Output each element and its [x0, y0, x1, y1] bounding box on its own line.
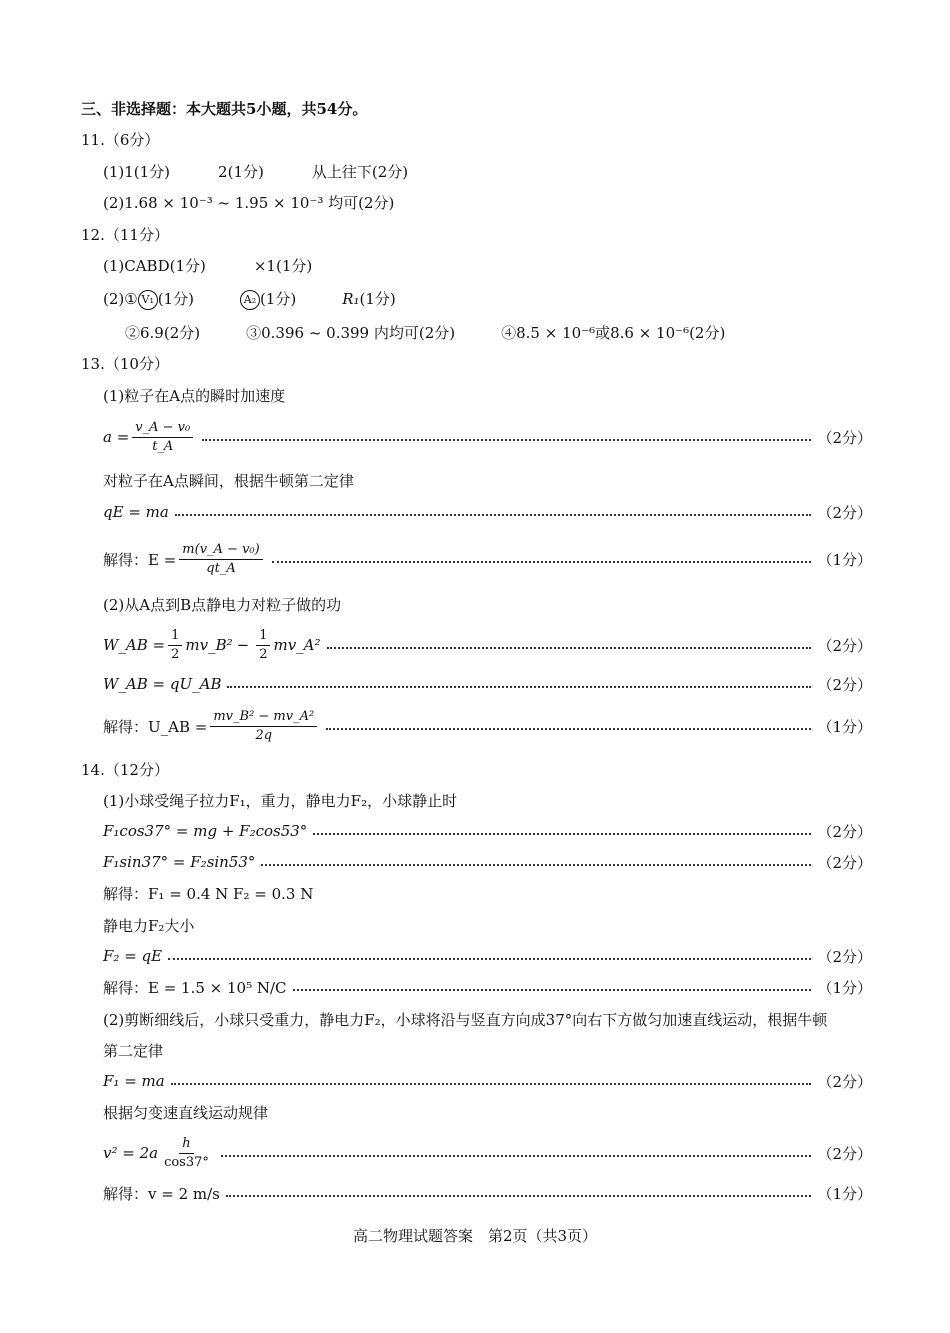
- q13-eq1: [103, 419, 872, 455]
- q13-eq3-score: （1分）: [817, 550, 872, 569]
- q11-part1-c: 从上往下(2分): [311, 163, 409, 181]
- q13-eq5-formula: W_AB = qU_AB: [103, 675, 222, 693]
- q14-eq6-formula: [103, 1136, 215, 1171]
- q13-eq4-score: （2分）: [817, 636, 872, 655]
- q13-eq6-formula: [103, 709, 320, 744]
- dot-leader: [175, 514, 812, 516]
- q13-eq3-den: qt_A: [206, 560, 236, 576]
- q13-heading: 13.（10分）: [81, 355, 169, 373]
- q14-eq4: [103, 969, 872, 1005]
- q13-eq4-lhs: W_AB =: [103, 636, 166, 654]
- q13-eq3-num: m(v_A − v₀): [179, 542, 262, 560]
- q14-eq2-score: （2分）: [817, 853, 872, 872]
- q11-line2: (2)1.68 × 10⁻³ ~ 1.95 × 10⁻³ 均可(2分): [103, 194, 395, 212]
- q11-line1: [103, 162, 408, 182]
- q12-part2-prefix: (2)①: [103, 290, 138, 308]
- q14-eq6-score: （2分）: [817, 1144, 872, 1163]
- q12-line1: [103, 256, 312, 276]
- q12-r1-score: (1分): [359, 290, 396, 308]
- q13-eq2: [103, 494, 872, 530]
- q14-eq4-score: （1分）: [817, 978, 872, 997]
- q14-text2: 解得：F₁ = 0.4 N F₂ = 0.3 N: [103, 885, 314, 903]
- q14-eq7-formula: 解得：v = 2 m/s: [103, 1184, 220, 1203]
- q14-eq5-score: （2分）: [817, 1072, 872, 1091]
- dot-leader: [221, 1155, 812, 1157]
- q14-eq5: [103, 1063, 872, 1099]
- fraction: [210, 709, 317, 744]
- q14-eq2: [103, 844, 872, 880]
- q14-eq1-formula: F₁cos37° = mg + F₂cos53°: [103, 822, 308, 840]
- dot-leader: [202, 439, 811, 441]
- q14-eq7: [103, 1175, 872, 1211]
- q14-eq5-formula: F₁ = ma: [103, 1072, 165, 1090]
- q13-eq6-den: 2q: [255, 727, 273, 743]
- q12-heading: 12.（11分）: [81, 226, 169, 244]
- q12-line2: [103, 289, 396, 310]
- q13-eq1-score: （2分）: [817, 428, 872, 447]
- dot-leader: [226, 1195, 812, 1197]
- q11-part1-a: (1)1(1分): [103, 163, 171, 181]
- q13-eq4-half-den: 2: [171, 646, 180, 662]
- q14-eq6-den: cos37°: [164, 1154, 209, 1170]
- q13-eq1-lhs: a =: [103, 428, 130, 446]
- fraction-half-1: [168, 628, 182, 663]
- q13-eq4-half2-den: 2: [259, 646, 268, 662]
- dot-leader: [261, 864, 811, 866]
- q12-part1-b: ×1(1分): [253, 257, 313, 275]
- q13-text2: 对粒子在A点瞬间，根据牛顿第二定律: [103, 472, 354, 490]
- q12-v1-score: (1分): [157, 290, 194, 308]
- q13-eq6-lhs: 解得：U_AB =: [103, 717, 208, 736]
- q13-eq1-formula: [103, 420, 196, 455]
- q13-eq6-num: mv_B² − mv_A²: [210, 709, 317, 727]
- fraction: [132, 420, 193, 455]
- q14-eq3-formula: F₂ = qE: [103, 947, 163, 965]
- q13-eq4-mvb: mv_B²: [185, 636, 233, 654]
- dot-leader: [313, 833, 811, 835]
- dot-leader: [171, 1083, 812, 1085]
- q13-eq4-formula: [103, 628, 321, 663]
- q12-resistor: R₁: [342, 290, 360, 308]
- dot-leader: [293, 989, 812, 991]
- q13-text1: (1)粒子在A点的瞬时加速度: [103, 387, 286, 405]
- voltmeter-symbol: V₁: [138, 290, 158, 310]
- q13-eq3-lhs: 解得：E =: [103, 550, 177, 569]
- q13-eq5: [103, 666, 872, 702]
- q14-eq6-lhs: v² = 2a: [103, 1144, 159, 1162]
- q13-eq1-den: t_A: [152, 438, 174, 454]
- q14-text1: (1)小球受绳子拉力F₁，重力，静电力F₂，小球静止时: [103, 792, 458, 810]
- dot-leader: [326, 728, 811, 730]
- q13-eq4-half2-num: 1: [256, 628, 270, 646]
- q14-text3: 静电力F₂大小: [103, 917, 195, 935]
- fraction-half-2: [256, 628, 270, 663]
- q14-heading: 14.（12分）: [81, 761, 169, 779]
- section-title: 三、非选择题：本大题共5小题，共54分。: [81, 100, 368, 118]
- dot-leader: [327, 647, 812, 649]
- q13-eq5-score: （2分）: [817, 675, 872, 694]
- q14-eq2-formula: F₁sin37° = F₂sin53°: [103, 853, 256, 871]
- dot-leader: [227, 686, 811, 688]
- q11-heading: 11.（6分）: [81, 131, 160, 149]
- dot-leader: [168, 958, 811, 960]
- fraction: [179, 542, 262, 577]
- q13-eq3-formula: [103, 542, 266, 577]
- q12-part3-b: ③0.396 ~ 0.399 内均可(2分): [246, 324, 456, 342]
- q13-eq4-half-num: 1: [168, 628, 182, 646]
- q14-eq6: [103, 1135, 872, 1171]
- q12-a2-score: (1分): [259, 290, 297, 308]
- q14-eq6-num: h: [179, 1136, 193, 1154]
- q11-part1-b: 2(1分): [218, 163, 264, 181]
- q12-part3-c: ④8.5 × 10⁻⁶或8.6 × 10⁻⁶(2分): [501, 324, 726, 342]
- q12-line3: [125, 323, 725, 343]
- q14-text4: (2)剪断细线后，小球只受重力，静电力F₂，小球将沿与竖直方向成37°向右下方做匀加速直线运动，根据牛顿: [103, 1011, 828, 1029]
- q13-eq6: [103, 708, 872, 744]
- q14-eq4-formula: 解得：E = 1.5 × 10⁵ N/C: [103, 978, 287, 997]
- ammeter-symbol: A₂: [240, 290, 260, 310]
- fraction: [161, 1136, 212, 1171]
- q13-eq6-score: （1分）: [817, 717, 872, 736]
- q14-text5: 第二定律: [103, 1042, 164, 1060]
- q13-eq3: [103, 541, 872, 577]
- q13-eq2-score: （2分）: [817, 503, 872, 522]
- q14-text6: 根据匀变速直线运动规律: [103, 1104, 269, 1122]
- q13-eq1-num: v_A − v₀: [132, 420, 193, 438]
- q12-part3-a: ②6.9(2分): [125, 324, 201, 342]
- q14-eq1-score: （2分）: [817, 822, 872, 841]
- q13-text3: (2)从A点到B点静电力对粒子做的功: [103, 596, 342, 614]
- dot-leader: [272, 561, 812, 563]
- q13-eq4-mva: mv_A²: [273, 636, 321, 654]
- q14-eq7-score: （1分）: [817, 1184, 872, 1203]
- q12-part1-a: (1)CABD(1分): [103, 257, 206, 275]
- q13-eq2-formula: qE = ma: [103, 503, 169, 521]
- q14-eq3-score: （2分）: [817, 947, 872, 966]
- q13-eq4-minus: −: [236, 636, 250, 654]
- page-footer: 高二物理试题答案 第2页（共3页）: [352, 1227, 598, 1245]
- q13-eq4: [103, 627, 872, 663]
